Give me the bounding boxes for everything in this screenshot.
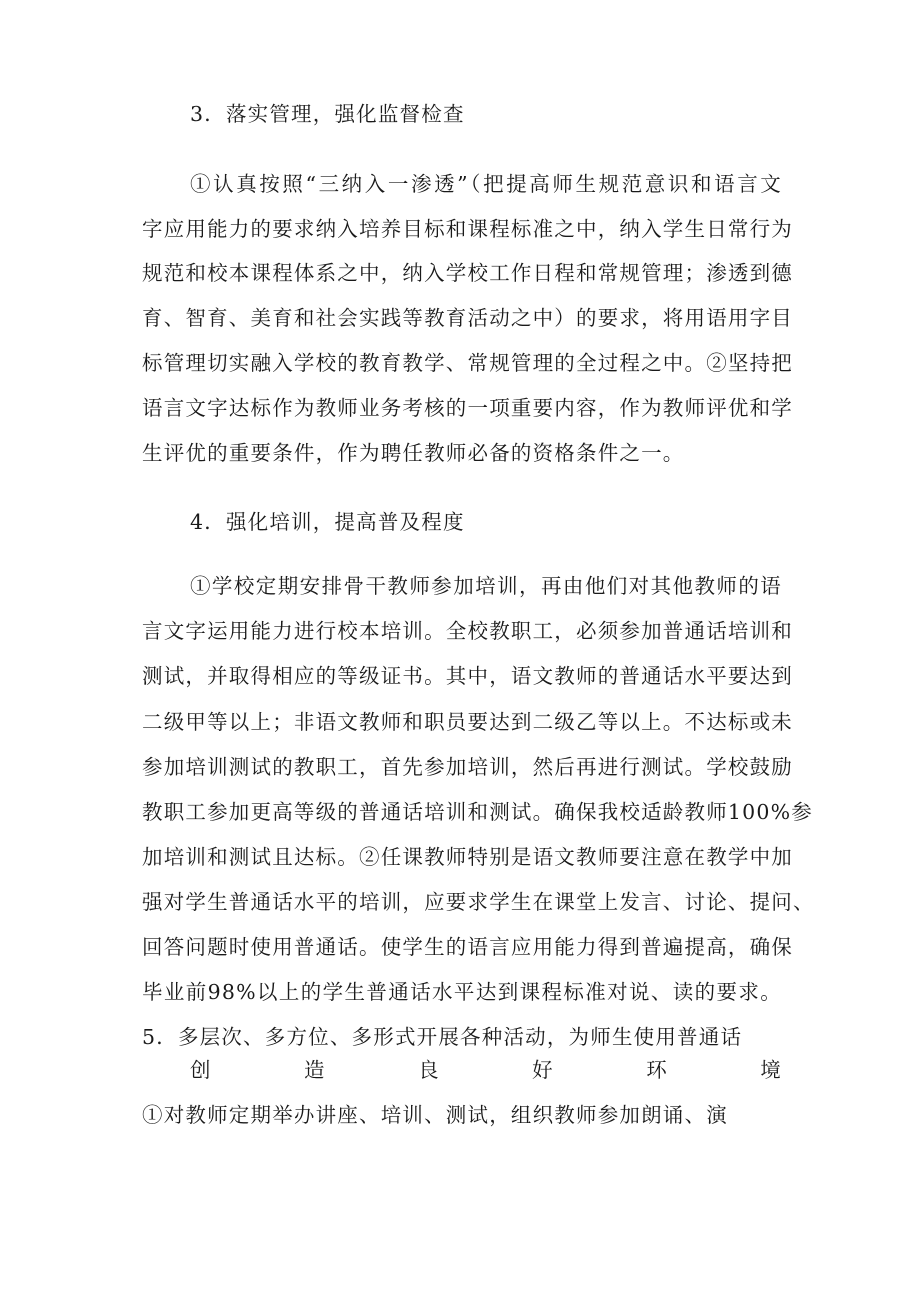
heading-5: 创造良好环境 <box>190 1058 782 1082</box>
heading-3: 3．落实管理，强化监督检查 <box>190 102 465 126</box>
paragraph-line: 加培训和测试且达标。②任课教师特别是语文教师要注意在教学中加 <box>142 845 793 869</box>
paragraph-line: 二级甲等以上；非语文教师和职员要达到二级乙等以上。不达标或未 <box>142 710 793 734</box>
paragraph-line: ①学校定期安排骨干教师参加培训，再由他们对其他教师的语 <box>190 574 782 598</box>
paragraph-line: 毕业前98%以上的学生普通话水平达到课程标准对说、读的要求。 <box>142 980 782 1004</box>
paragraph-line: 生评优的重要条件，作为聘任教师必备的资格条件之一。 <box>142 441 685 465</box>
paragraph-line: 言文字运用能力进行校本培训。全校教职工，必须参加普通话培训和 <box>142 619 793 643</box>
heading-5-continuation: ①对教师定期举办讲座、培训、测试，组织教师参加朗诵、演 <box>142 1103 728 1127</box>
paragraph-line: 规范和校本课程体系之中，纳入学校工作日程和常规管理；渗透到德 <box>142 261 793 285</box>
paragraph-line: 参加培训测试的教职工，首先参加培训，然后再进行测试。学校鼓励 <box>142 755 793 779</box>
paragraph-line: 测试，并取得相应的等级证书。其中，语文教师的普通话水平要达到 <box>142 664 793 688</box>
paragraph-line: 教职工参加更高等级的普通话培训和测试。确保我校适龄教师100%参 <box>142 800 814 824</box>
paragraph-line: 回答问题时使用普通话。使学生的语言应用能力得到普遍提高，确保 <box>142 935 793 959</box>
paragraph-line: 语言文字达标作为教师业务考核的一项重要内容，作为教师评优和学 <box>142 396 793 420</box>
paragraph-line <box>190 1144 782 1188</box>
paragraph-line: 5．多层次、多方位、多形式开展各种活动，为师生使用普通话 <box>142 1025 743 1049</box>
paragraph-line: 育、智育、美育和社会实践等教育活动之中）的要求，将用语用字目 <box>142 306 793 330</box>
paragraph-line: ①认真按照“三纳入一渗透”（把提高师生规范意识和语言文 <box>190 172 782 196</box>
paragraph-line: 标管理切实融入学校的教育教学、常规管理的全过程之中。②坚持把 <box>142 351 793 375</box>
paragraph-line: 强对学生普通话水平的培训，应要求学生在课堂上发言、讨论、提问、 <box>142 890 815 914</box>
heading-4: 4．强化培训，提高普及程度 <box>190 510 465 534</box>
paragraph-line: 字应用能力的要求纳入培养目标和课程标准之中，纳入学生日常行为 <box>142 217 793 241</box>
